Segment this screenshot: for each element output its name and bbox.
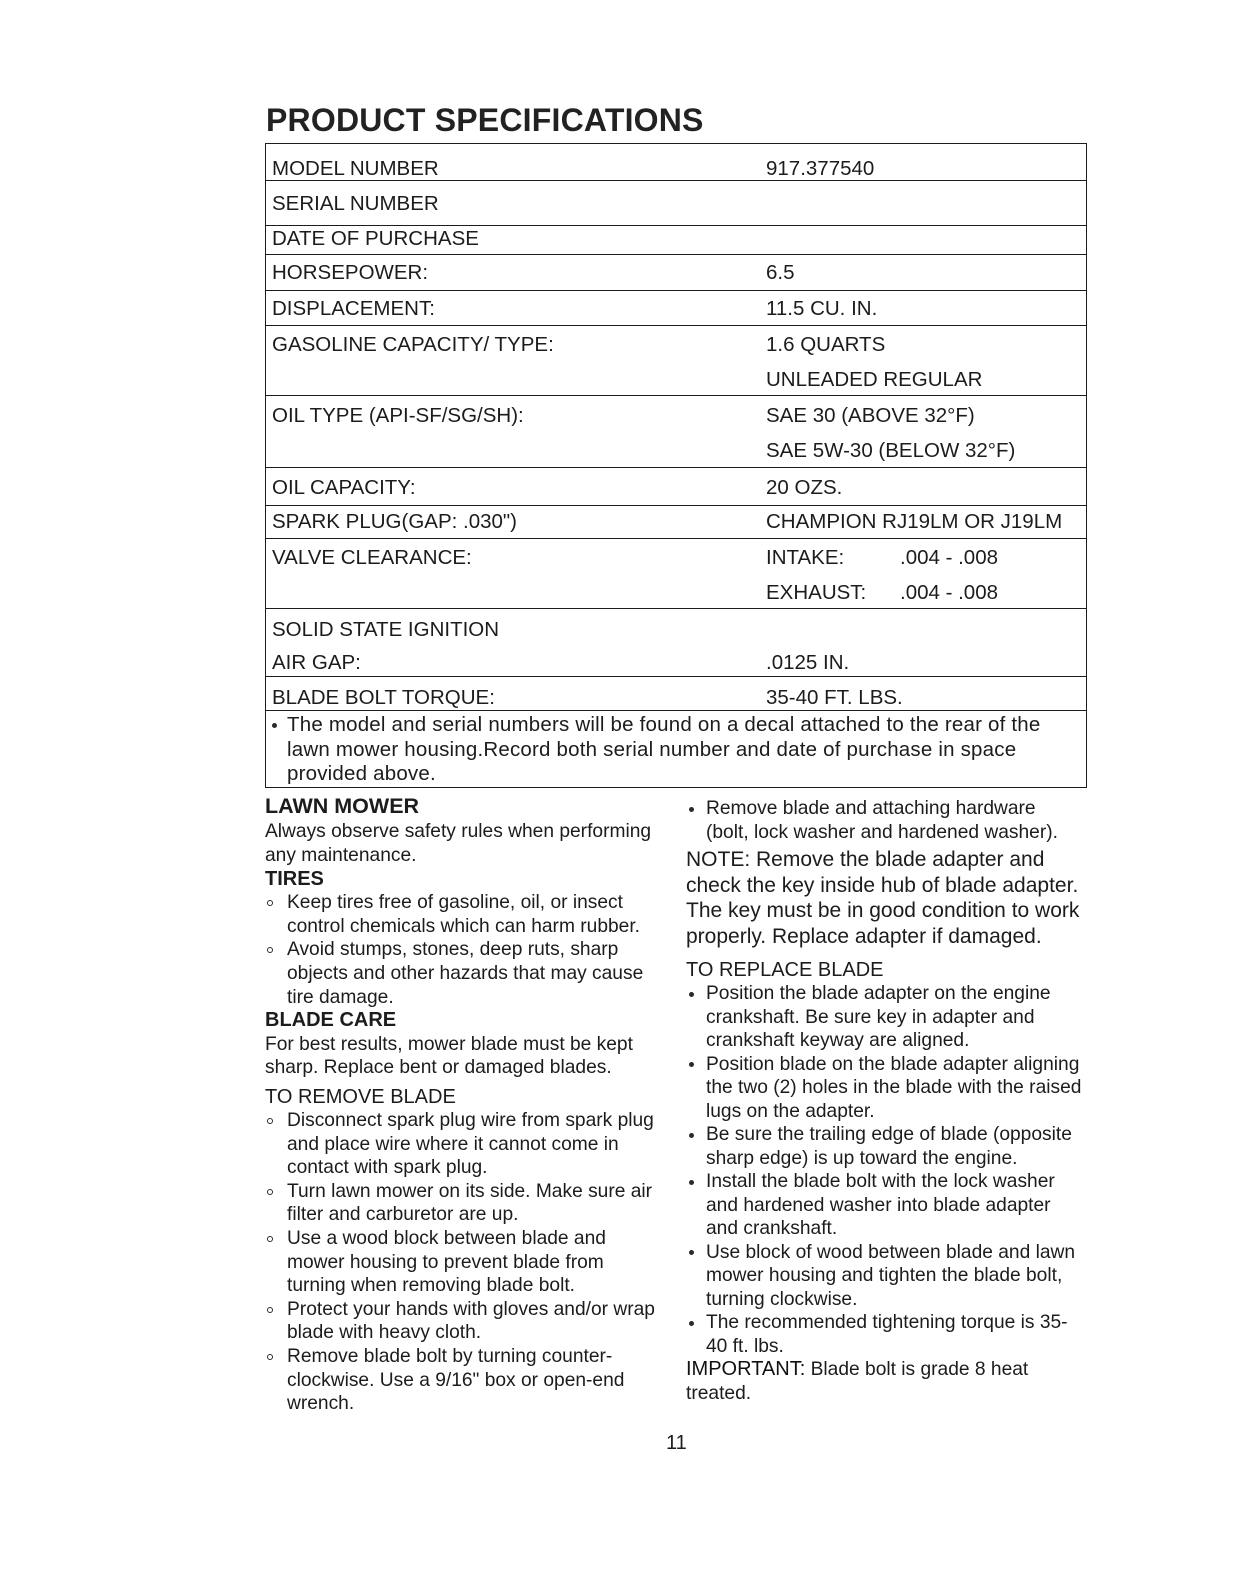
bullet-item: Use block of wood between blade and lawn mower housing and tighten the blade bolt, turning clockwise. — [686, 1241, 1086, 1312]
bullet-item: Position blade on the blade adapter aligning the two (2) holes in the blade with the raised lugs on the adapter. — [686, 1053, 1086, 1124]
bullet-icon — [267, 1307, 273, 1313]
bullet-icon — [272, 723, 277, 728]
spec-row-displacement — [266, 291, 1086, 326]
spec-value: 1.6 QUARTS UNLEADED REGULAR — [766, 333, 983, 391]
right-column — [686, 797, 1086, 1405]
bullet-icon — [689, 1180, 694, 1185]
bullet-item: Use a wood block between blade and mower housing to prevent blade from turning when removing blade bolt. — [265, 1227, 665, 1298]
text-line: any maintenance. — [265, 844, 417, 866]
spec-row-valve-clearance — [266, 539, 1086, 609]
text-line: sharp. Replace bent or damaged blades. — [265, 1057, 612, 1079]
subheading-replace-blade: TO REPLACE BLADE — [686, 958, 884, 981]
spec-label: GASOLINE CAPACITY/ TYPE: — [272, 333, 554, 356]
bullet-item: Position the blade adapter on the engine crankshaft. Be sure key in adapter and crankshaft keyway are aligned. — [686, 982, 1086, 1053]
bullet-icon — [689, 1062, 694, 1067]
bullet-icon — [689, 992, 694, 997]
page-number: 11 — [666, 1432, 687, 1454]
exhaust-line: EXHAUST: .004 - .008 — [766, 581, 999, 604]
note-label: NOTE: — [686, 847, 751, 871]
bullet-icon — [689, 1321, 694, 1326]
text-line: For best results, mower blade must be kept — [265, 1033, 633, 1055]
spec-value: 917.377540 — [766, 157, 875, 180]
note-block — [686, 847, 1086, 950]
spec-label: HORSEPOWER: — [272, 261, 429, 284]
bullet-icon — [267, 1354, 273, 1360]
bullet-item: Be sure the trailing edge of blade (opposite sharp edge) is up toward the engine. — [686, 1123, 1086, 1170]
spec-label: SERIAL NUMBER — [272, 192, 439, 215]
spec-label: OIL CAPACITY: — [272, 476, 416, 499]
important-line: treated. — [686, 1382, 752, 1404]
note-line: NOTE: Remove the blade adapter and — [686, 847, 1045, 871]
spec-value: SAE 30 (ABOVE 32°F) SAE 5W-30 (BELOW 32°F) — [766, 404, 1016, 462]
spec-row-horsepower — [266, 255, 1086, 291]
spec-row-date-of-purchase — [266, 226, 1086, 255]
important-label: IMPORTANT: — [686, 1358, 806, 1381]
spec-value-blank — [766, 192, 1086, 225]
spec-label: SOLID STATE IGNITION AIR GAP: — [272, 618, 500, 674]
spec-value: CHAMPION RJ19LM OR J19LM — [766, 510, 1063, 533]
spec-value: 11.5 CU. IN. — [766, 297, 878, 320]
bullet-icon — [689, 807, 694, 812]
spec-value: 35-40 FT. LBS. — [766, 686, 903, 709]
spec-row-oil-type — [266, 396, 1086, 468]
spec-label: BLADE BOLT TORQUE: — [272, 686, 495, 709]
bullet-item: Remove blade and attaching hardware (bolt, lock washer and hardened washer). — [686, 797, 1086, 844]
spec-label: DATE OF PURCHASE — [272, 227, 479, 250]
bullet-icon — [689, 1250, 694, 1255]
spec-value: 6.5 — [766, 261, 795, 284]
bullet-item: Remove blade bolt by turning counter- clockwise. Use a 9/16" box or open-end wrench. — [265, 1345, 665, 1416]
bullet-icon — [267, 1236, 273, 1242]
text-line: Always observe safety rules when performing — [265, 821, 652, 843]
spec-label: MODEL NUMBER — [272, 157, 439, 180]
spec-row-oil-capacity — [266, 468, 1086, 506]
spec-label: SPARK PLUG(GAP: .030") — [272, 510, 518, 533]
spec-row-spark-plug — [266, 506, 1086, 539]
note-line: properly. Replace adapter if damaged. — [686, 924, 1042, 948]
bullet-item: Keep tires free of gasoline, oil, or insect control chemicals which can harm rubber. — [265, 891, 665, 938]
page-title: PRODUCT SPECIFICATIONS — [266, 102, 704, 138]
spec-row-model-number — [266, 144, 1086, 181]
section-heading-blade-care: BLADE CARE — [265, 1009, 397, 1032]
left-column — [265, 794, 665, 1416]
table-note: The model and serial numbers will be found on a decal attached to the rear of the lawn mower housing.Record both serial number and date of purchase in space provided above. — [272, 713, 1041, 787]
spec-value — [766, 546, 1086, 608]
spec-value: 20 OZS. — [766, 476, 843, 499]
bullet-icon — [689, 1133, 694, 1138]
spec-row-note — [266, 711, 1086, 787]
bullet-item: Avoid stumps, stones, deep ruts, sharp objects and other hazards that may cause tire damage. — [265, 938, 665, 1009]
bullet-icon — [267, 947, 273, 953]
subheading-remove-blade: TO REMOVE BLADE — [265, 1085, 456, 1108]
note-line: The key must be in good condition to work — [686, 899, 1080, 923]
section-heading-lawn-mower: LAWN MOWER — [265, 794, 420, 818]
spec-row-blade-bolt-torque — [266, 677, 1086, 711]
section-heading-tires: TIRES — [265, 867, 324, 890]
spec-row-gasoline — [266, 326, 1086, 396]
spec-label: VALVE CLEARANCE: — [272, 546, 472, 569]
intake-line: INTAKE: .004 - .008 — [766, 546, 999, 569]
bullet-icon — [267, 1118, 273, 1124]
spec-label: OIL TYPE (API-SF/SG/SH): — [272, 404, 524, 427]
important-line: IMPORTANT: Blade bolt is grade 8 heat — [686, 1358, 1029, 1381]
note-line: check the key inside hub of blade adapter. — [686, 873, 1079, 897]
bullet-icon — [267, 900, 273, 906]
spec-row-ignition — [266, 609, 1086, 677]
bullet-item: The recommended tightening torque is 35- 40 ft. lbs. — [686, 1311, 1086, 1358]
spec-row-serial-number — [266, 181, 1086, 226]
bullet-item: Install the blade bolt with the lock washer and hardened washer into blade adapter and crankshaft. — [686, 1170, 1086, 1241]
bullet-icon — [267, 1189, 273, 1195]
spec-value-blank — [766, 227, 1086, 254]
bullet-item: Turn lawn mower on its side. Make sure air filter and carburetor are up. — [265, 1180, 665, 1227]
spec-value: .0125 IN. — [766, 651, 850, 674]
spec-label: DISPLACEMENT: — [272, 297, 435, 320]
bullet-item: Disconnect spark plug wire from spark plug and place wire where it cannot come in contact with spark plug. — [265, 1109, 665, 1180]
bullet-item: Protect your hands with gloves and/or wrap blade with heavy cloth. — [265, 1298, 665, 1345]
specifications-table — [265, 143, 1087, 788]
